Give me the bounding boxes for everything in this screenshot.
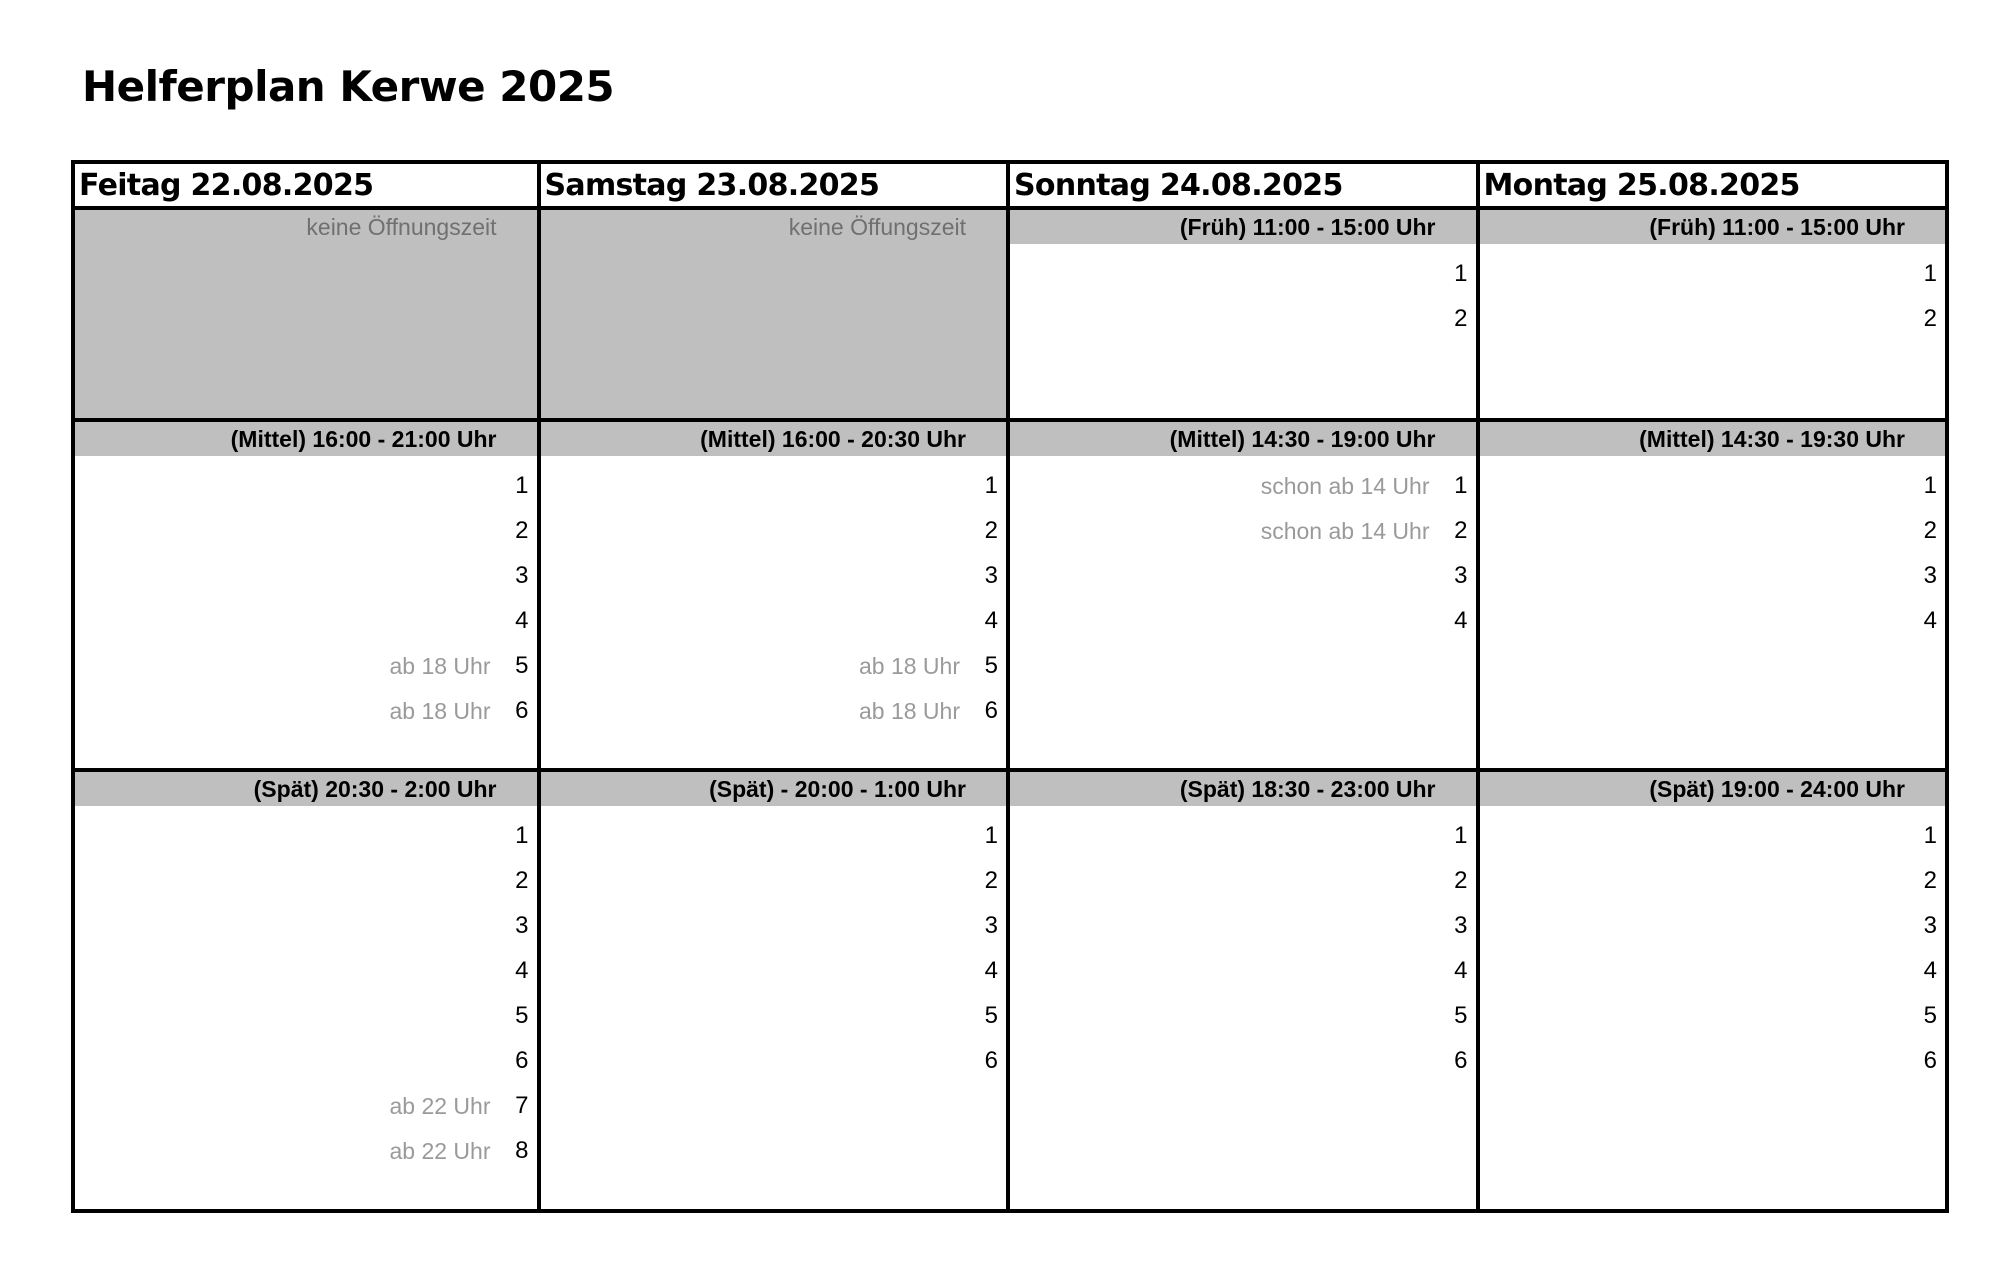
day-header: Feitag 22.08.2025 <box>71 160 541 210</box>
slot-number: 5 <box>1454 1001 1468 1029</box>
shift-cell <box>1010 772 1480 1213</box>
slot-number: 6 <box>984 1046 998 1074</box>
helper-slot <box>1010 553 1476 598</box>
helper-slot <box>1480 948 1946 993</box>
slot-number: 6 <box>984 696 998 724</box>
slot-number: 6 <box>515 1046 529 1074</box>
helper-slot <box>75 688 537 733</box>
page-title: Helferplan Kerwe 2025 <box>82 62 615 111</box>
helper-slot-list <box>1480 806 1946 1083</box>
slot-number: 2 <box>984 516 998 544</box>
slot-number: 1 <box>984 471 998 499</box>
helper-slot <box>541 903 1007 948</box>
slot-number: 5 <box>1923 1001 1937 1029</box>
slot-number: 6 <box>1923 1046 1937 1074</box>
slot-number: 3 <box>1454 911 1468 939</box>
helper-slot-list <box>1480 244 1946 341</box>
helper-slot <box>1480 296 1946 341</box>
slot-number: 2 <box>1454 866 1468 894</box>
slot-number: 2 <box>1454 304 1468 332</box>
slot-number: 2 <box>515 866 529 894</box>
helper-slot <box>75 598 537 643</box>
slot-number: 2 <box>1923 866 1937 894</box>
helper-slot <box>541 508 1007 553</box>
slot-number: 8 <box>515 1136 529 1164</box>
slot-number: 6 <box>515 696 529 724</box>
helper-slot <box>75 1128 537 1173</box>
slot-number: 1 <box>1923 471 1937 499</box>
shift-cell <box>1480 210 1950 422</box>
shift-cell <box>1480 772 1950 1213</box>
day-header: Montag 25.08.2025 <box>1480 160 1950 210</box>
helper-slot <box>1010 296 1476 341</box>
helper-slot <box>1480 463 1946 508</box>
helper-slot <box>1010 598 1476 643</box>
slot-number: 4 <box>515 956 529 984</box>
helper-slot-list <box>1010 456 1476 643</box>
shift-time-label: (Früh) 11:00 - 15:00 Uhr <box>1010 210 1476 244</box>
no-opening-note: keine Öffungszeit <box>788 214 966 240</box>
shift-cell <box>71 772 541 1213</box>
helper-slot <box>541 553 1007 598</box>
slot-number: 3 <box>1923 911 1937 939</box>
shift-time-label: (Mittel) 14:30 - 19:00 Uhr <box>1010 422 1476 456</box>
slot-number: 1 <box>1454 471 1468 499</box>
slot-number: 1 <box>1923 821 1937 849</box>
slot-number: 2 <box>984 866 998 894</box>
helper-slot-list <box>1010 244 1476 341</box>
shift-time-label: (Mittel) 16:00 - 20:30 Uhr <box>541 422 1007 456</box>
helper-slot <box>1010 903 1476 948</box>
slot-number: 1 <box>1923 259 1937 287</box>
helper-slot <box>1010 251 1476 296</box>
slot-number: 1 <box>1454 821 1468 849</box>
slot-number: 5 <box>515 651 529 679</box>
slot-number: 4 <box>1923 606 1937 634</box>
shift-cell <box>1010 422 1480 772</box>
helper-slot-list <box>541 806 1007 1083</box>
shift-time-label: (Spät) 19:00 - 24:00 Uhr <box>1480 772 1946 806</box>
slot-number: 1 <box>515 821 529 849</box>
helper-slot <box>75 813 537 858</box>
slot-number: 2 <box>515 516 529 544</box>
helper-slot <box>1480 903 1946 948</box>
helper-slot <box>1480 251 1946 296</box>
slot-number: 7 <box>515 1091 529 1119</box>
slot-number: 1 <box>984 821 998 849</box>
helper-slot <box>1010 508 1476 553</box>
slot-time-note: ab 18 Uhr <box>389 697 491 724</box>
helper-slot <box>1010 993 1476 1038</box>
helper-slot <box>541 813 1007 858</box>
helper-slot <box>75 643 537 688</box>
helper-slot <box>75 948 537 993</box>
helper-slot <box>541 643 1007 688</box>
helper-slot <box>1480 993 1946 1038</box>
helper-slot <box>1480 1038 1946 1083</box>
helper-slot <box>75 858 537 903</box>
helper-slot <box>1010 1038 1476 1083</box>
closed-shift-cell <box>71 210 541 422</box>
slot-number: 4 <box>984 956 998 984</box>
helper-slot <box>1480 553 1946 598</box>
helper-slot-list <box>1480 456 1946 643</box>
helper-slot-list <box>541 456 1007 733</box>
helper-slot <box>1010 858 1476 903</box>
slot-number: 5 <box>984 1001 998 1029</box>
helper-slot <box>1480 813 1946 858</box>
slot-number: 6 <box>1454 1046 1468 1074</box>
helper-slot-list <box>75 456 537 733</box>
slot-number: 3 <box>515 561 529 589</box>
no-opening-note: keine Öffnungszeit <box>306 214 497 240</box>
shift-time-label: (Früh) 11:00 - 15:00 Uhr <box>1480 210 1946 244</box>
helper-slot <box>1480 508 1946 553</box>
helper-slot-list <box>75 806 537 1173</box>
slot-number: 4 <box>1923 956 1937 984</box>
shift-cell <box>541 772 1011 1213</box>
shift-cell <box>541 422 1011 772</box>
helper-slot <box>75 1083 537 1128</box>
slot-number: 2 <box>1923 516 1937 544</box>
shift-cell <box>1480 422 1950 772</box>
shift-time-label: (Mittel) 14:30 - 19:30 Uhr <box>1480 422 1946 456</box>
slot-number: 3 <box>984 911 998 939</box>
slot-number: 4 <box>984 606 998 634</box>
slot-number: 2 <box>1923 304 1937 332</box>
slot-number: 4 <box>1454 956 1468 984</box>
shift-time-label: (Spät) - 20:00 - 1:00 Uhr <box>541 772 1007 806</box>
slot-number: 2 <box>1454 516 1468 544</box>
helper-slot <box>541 858 1007 903</box>
helper-slot <box>75 508 537 553</box>
slot-number: 5 <box>515 1001 529 1029</box>
helper-slot <box>1010 463 1476 508</box>
slot-time-note: schon ab 14 Uhr <box>1260 517 1430 544</box>
slot-number: 5 <box>984 651 998 679</box>
helper-slot <box>75 903 537 948</box>
helper-slot <box>541 1038 1007 1083</box>
helper-slot <box>541 463 1007 508</box>
day-header: Sonntag 24.08.2025 <box>1010 160 1480 210</box>
slot-time-note: ab 18 Uhr <box>858 697 960 724</box>
slot-time-note: ab 18 Uhr <box>858 652 960 679</box>
helper-slot <box>541 948 1007 993</box>
helper-slot <box>75 993 537 1038</box>
slot-time-note: ab 18 Uhr <box>389 652 491 679</box>
helper-slot <box>1480 858 1946 903</box>
shift-time-label: (Spät) 20:30 - 2:00 Uhr <box>75 772 537 806</box>
slot-number: 3 <box>1454 561 1468 589</box>
slot-number: 1 <box>515 471 529 499</box>
shift-time-label: (Mittel) 16:00 - 21:00 Uhr <box>75 422 537 456</box>
helper-slot <box>541 993 1007 1038</box>
slot-time-note: ab 22 Uhr <box>389 1092 491 1119</box>
closed-shift-cell <box>541 210 1011 422</box>
helper-slot <box>75 553 537 598</box>
helper-slot <box>1010 813 1476 858</box>
helper-slot <box>1480 598 1946 643</box>
helper-slot <box>1010 948 1476 993</box>
slot-time-note: schon ab 14 Uhr <box>1260 472 1430 499</box>
slot-number: 3 <box>1923 561 1937 589</box>
helper-slot-list <box>1010 806 1476 1083</box>
helper-slot <box>75 1038 537 1083</box>
helper-slot <box>541 688 1007 733</box>
slot-number: 3 <box>515 911 529 939</box>
helper-slot <box>541 598 1007 643</box>
shift-schedule-grid <box>71 160 1949 1213</box>
helper-slot <box>75 463 537 508</box>
shift-cell <box>71 422 541 772</box>
slot-number: 4 <box>1454 606 1468 634</box>
day-header: Samstag 23.08.2025 <box>541 160 1011 210</box>
slot-number: 1 <box>1454 259 1468 287</box>
shift-time-label: (Spät) 18:30 - 23:00 Uhr <box>1010 772 1476 806</box>
slot-time-note: ab 22 Uhr <box>389 1137 491 1164</box>
slot-number: 3 <box>984 561 998 589</box>
slot-number: 4 <box>515 606 529 634</box>
shift-cell <box>1010 210 1480 422</box>
